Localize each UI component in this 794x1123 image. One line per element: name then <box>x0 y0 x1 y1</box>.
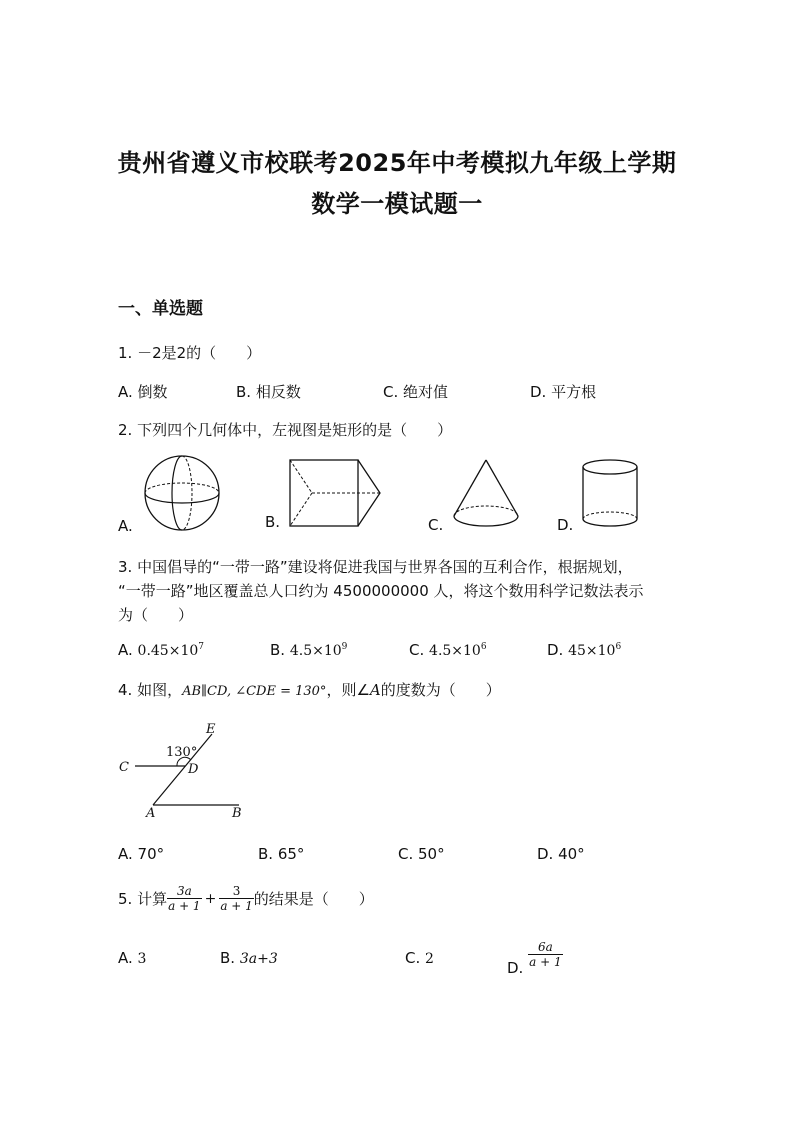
question-2-label-a: A. <box>118 517 133 535</box>
question-5-option-b: B. 3a+3 <box>220 949 278 967</box>
question-4-option-d: D. 40° <box>537 845 585 863</box>
question-4-option-b: B. 65° <box>258 845 305 863</box>
sphere-figure <box>140 455 224 535</box>
figure-point-d: D <box>188 762 199 777</box>
page-title-line2: 数学一模试题一 <box>311 190 483 218</box>
question-1-option-b: B. 相反数 <box>236 383 301 401</box>
question-5-option-a: A. 3 <box>118 949 147 967</box>
figure-point-e: E <box>206 722 216 737</box>
question-3-line-3: 为（ ） <box>118 606 194 624</box>
question-2-stem: 2. 下列四个几何体中，左视图是矩形的是（ ） <box>118 421 453 439</box>
section-heading: 一、单选题 <box>118 299 203 319</box>
question-1-option-c: C. 绝对值 <box>383 383 449 401</box>
question-4-option-c: C. 50° <box>398 845 445 863</box>
question-5-option-c: C. 2 <box>405 949 434 967</box>
fraction-6a-over-a-plus-1: $\frac{6a}{a + 1}$ <box>529 940 562 969</box>
triangular-prism-figure <box>288 458 384 528</box>
question-2-label-d: D. <box>557 516 574 534</box>
parallel-lines-figure <box>115 718 255 824</box>
figure-angle-label: 130° <box>166 745 198 760</box>
figure-point-c: C <box>119 760 129 775</box>
question-4-stem: 4. 如图，AB∥CD, ∠CDE = 130°，则∠A的度数为（ ） <box>118 681 501 699</box>
question-3-line-1: 3. 中国倡导的“一带一路”建设将促进我国与世界各国的互利合作，根据规划， <box>118 558 633 576</box>
question-5-stem: 5. 计算 $\frac{3a}{a + 1}$ + $\frac{3}{a + 1}$ 的结果是（ ） <box>118 884 374 913</box>
question-2-label-c: C. <box>428 516 444 534</box>
page-title-line1: 贵州省遵义市校联考2025年中考模拟九年级上学期 <box>117 149 677 177</box>
fraction-3a-over-a-plus-1: $\frac{3a}{a + 1}$ <box>168 884 201 913</box>
question-3-option-d: D. $45\times 10^6$ <box>547 641 622 659</box>
question-3-option-c: C. $4.5\times 10^6$ <box>409 641 487 659</box>
question-4-option-a: A. 70° <box>118 845 165 863</box>
question-3-line-2: “一带一路”地区覆盖总人口约为 4500000000 人，将这个数用科学记数法表示 <box>118 582 644 600</box>
question-3-option-a: A. $0.45\times 10^7$ <box>118 641 204 659</box>
figure-point-a: A <box>146 806 156 821</box>
cone-figure <box>451 458 521 530</box>
question-1-stem: 1. －2是2的（ ） <box>118 344 262 362</box>
fraction-3-over-a-plus-1: $\frac{3}{a + 1}$ <box>220 884 253 913</box>
figure-point-b: B <box>232 806 242 821</box>
question-3-option-b: B. $4.5\times 10^9$ <box>270 641 348 659</box>
question-1-option-a: A. 倒数 <box>118 383 168 401</box>
cylinder-figure <box>581 458 639 530</box>
question-2-label-b: B. <box>265 513 281 531</box>
question-1-option-d: D. 平方根 <box>530 383 597 401</box>
question-5-option-d: D. $\frac{6a}{a + 1}$ <box>507 940 562 977</box>
